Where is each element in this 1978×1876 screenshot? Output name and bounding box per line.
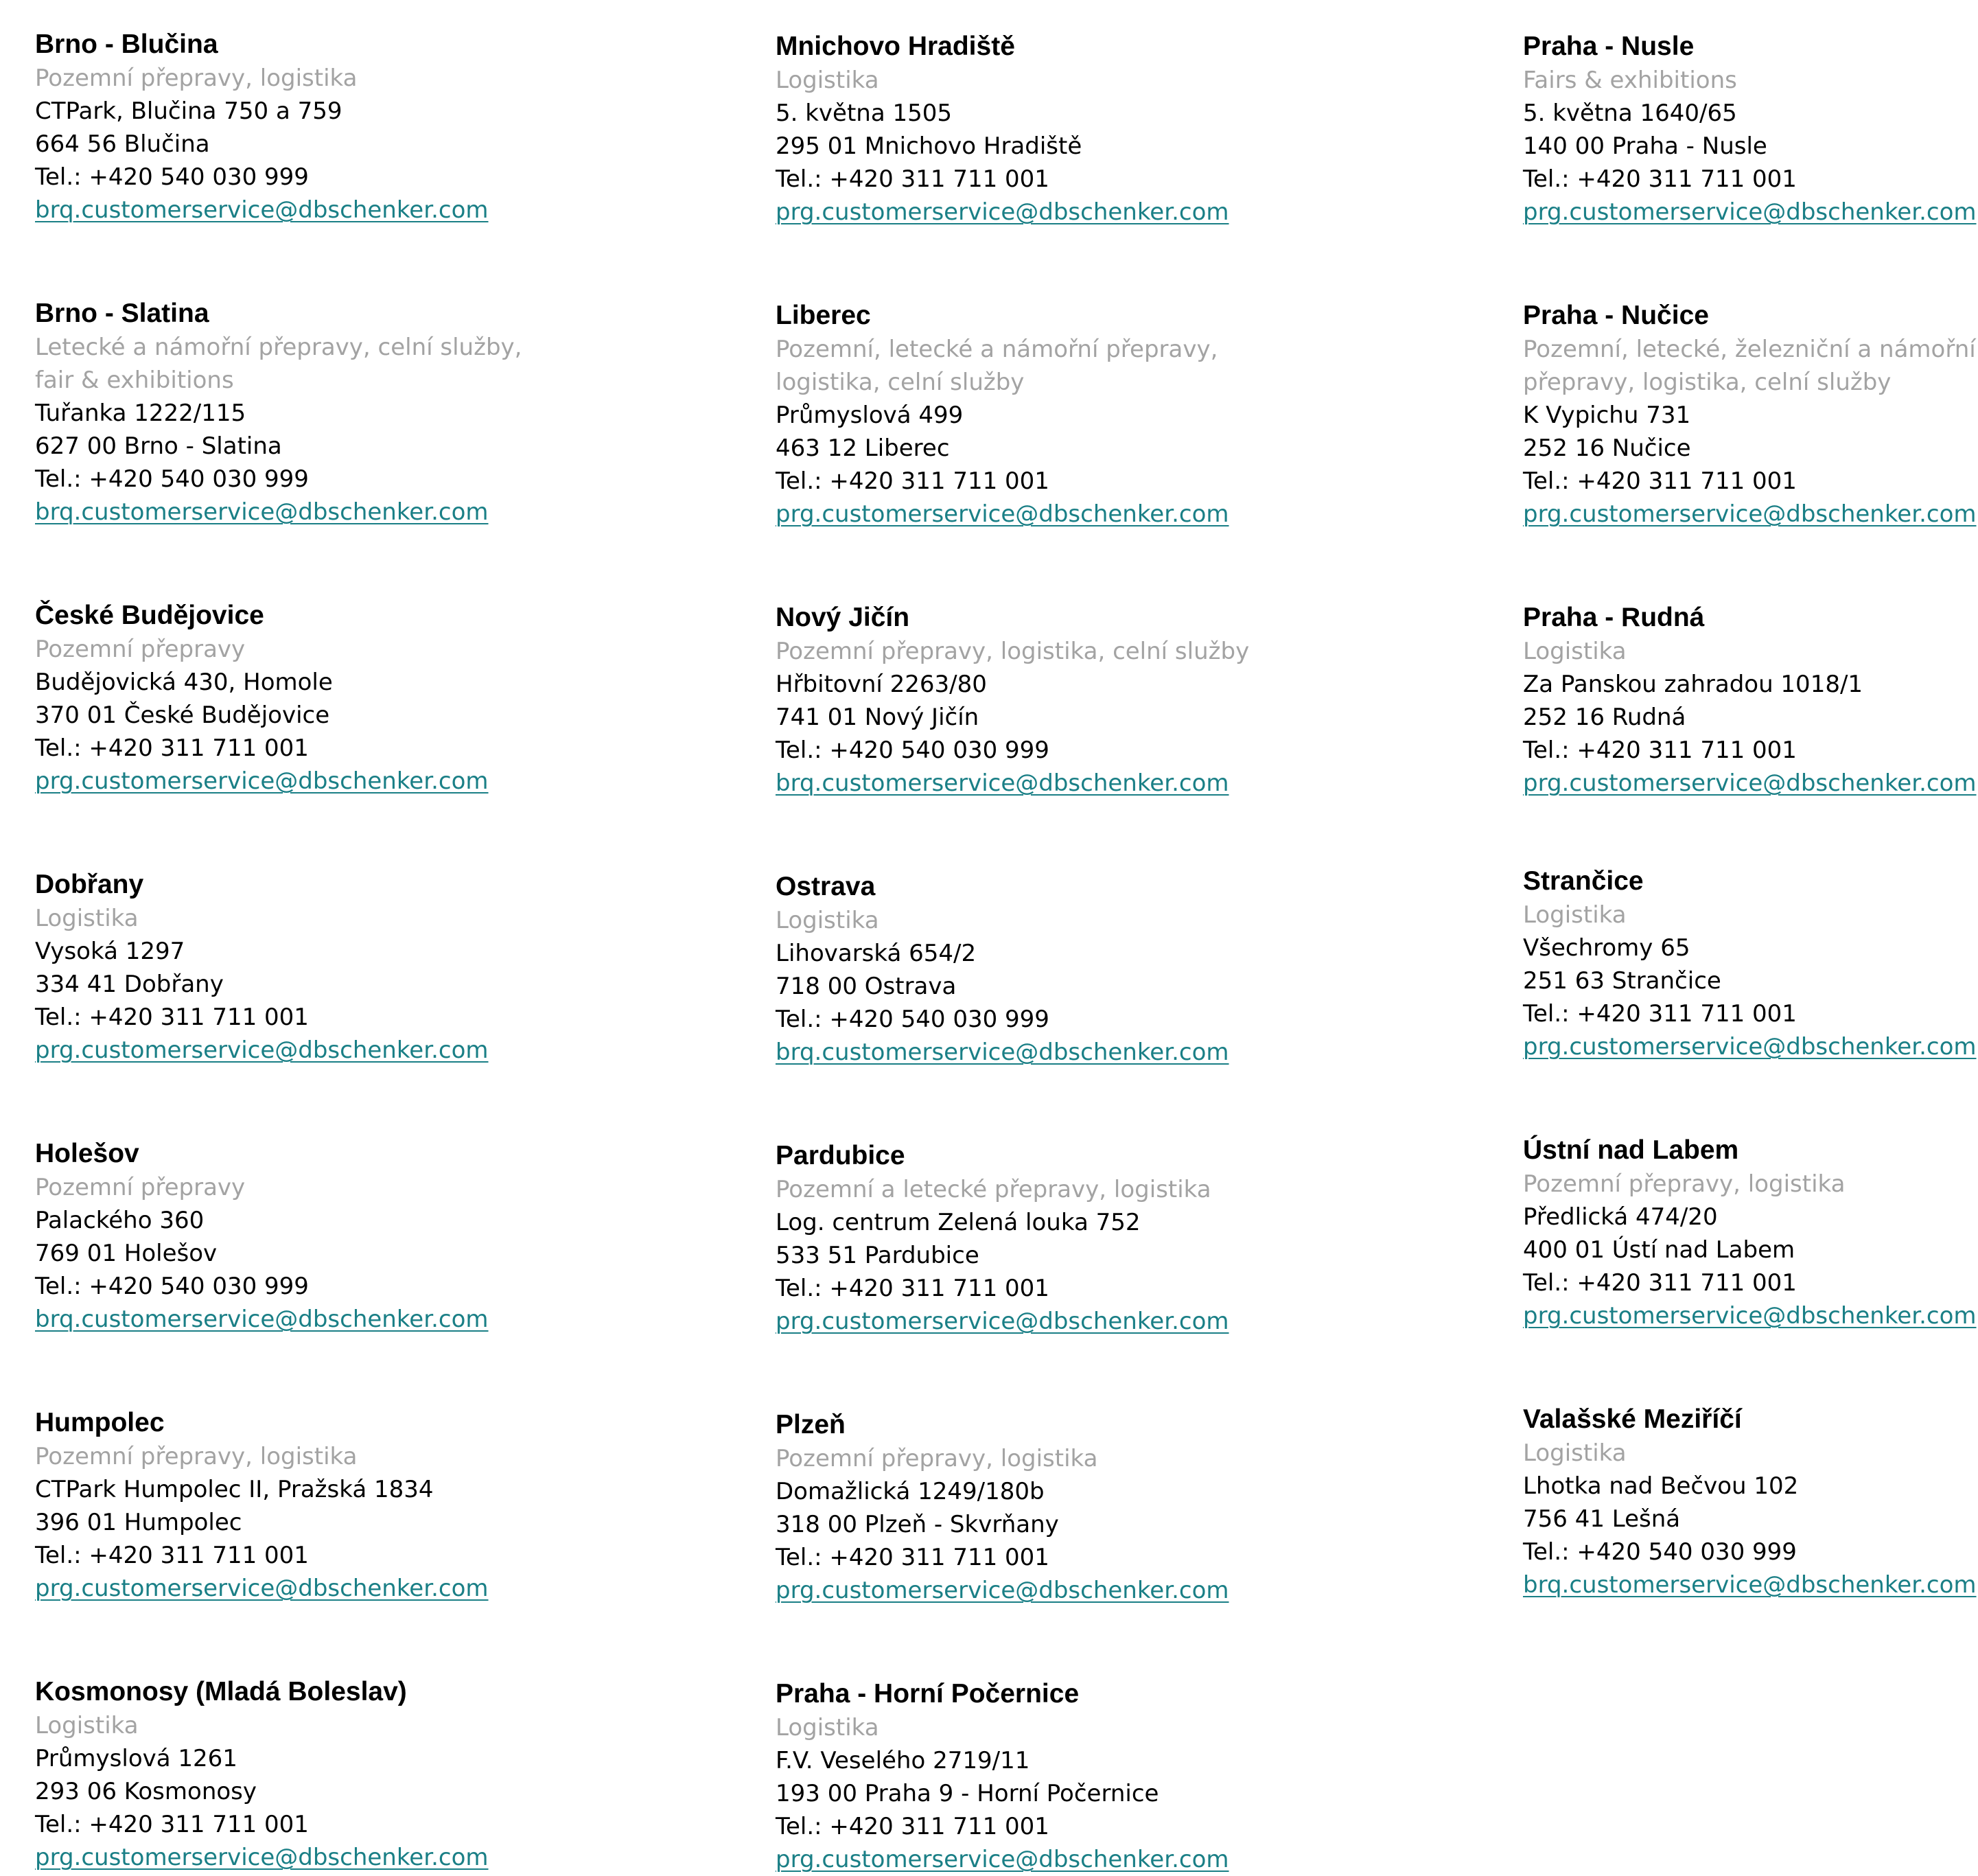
branch-email-link[interactable]: prg.customerservice@dbschenker.com (776, 1846, 1229, 1873)
branch-services-line: Logistika (776, 907, 879, 934)
branch-address-street: CTPark Humpolec II, Pražská 1834 (35, 1476, 434, 1503)
branch-services-line: Pozemní přepravy, logistika, celní služby (776, 638, 1250, 665)
branch-services (35, 633, 522, 666)
branch-card-ceske-budejovice (35, 599, 522, 798)
branch-services (776, 333, 1249, 399)
branch-services (1523, 64, 1977, 97)
branch-services-line: Pozemní a letecké přepravy, logistika (776, 1176, 1211, 1203)
branch-card-praha-nusle (1523, 30, 1977, 229)
branch-email-link[interactable]: prg.customerservice@dbschenker.com (1523, 500, 1977, 528)
branch-phone: Tel.: +420 311 711 001 (776, 1275, 1049, 1302)
branch-title: Dobřany (35, 870, 144, 899)
branch-card-mnichovo-hradiste (776, 30, 1249, 229)
branch-address-city: 769 01 Holešov (35, 1240, 218, 1267)
branch-email-link[interactable]: prg.customerservice@dbschenker.com (1523, 769, 1977, 797)
branch-title: Ústní nad Labem (1523, 1135, 1739, 1165)
branch-address-street: Log. centrum Zelená louka 752 (776, 1209, 1141, 1236)
branch-services (776, 635, 1249, 668)
branch-address-city: 718 00 Ostrava (776, 973, 957, 1000)
branch-address-street: Lhotka nad Bečvou 102 (1523, 1472, 1799, 1500)
branch-address-street: 5. května 1505 (776, 100, 953, 127)
branch-title: Ostrava (776, 872, 876, 901)
branch-phone: Tel.: +420 311 711 001 (776, 165, 1049, 193)
branch-address-city: 251 63 Strančice (1523, 967, 1721, 995)
branch-card-brno-blucina (35, 27, 522, 227)
branch-card-brno-slatina (35, 297, 522, 529)
branch-title: Strančice (1523, 866, 1644, 896)
branch-services-line: Logistika (35, 1712, 139, 1739)
branch-email-link[interactable]: brq.customerservice@dbschenker.com (1523, 1571, 1977, 1599)
branch-address-street: Palackého 360 (35, 1207, 205, 1234)
branch-services (1523, 899, 1977, 931)
branch-card-holesov (35, 1137, 522, 1336)
branch-address-city: 334 41 Dobřany (35, 971, 224, 998)
branch-address-street: Lihovarská 654/2 (776, 940, 977, 967)
branch-phone: Tel.: +420 311 711 001 (35, 1542, 309, 1569)
branch-title: Brno - Blučina (35, 30, 218, 59)
branch-services-line: Pozemní přepravy, logistika (776, 1445, 1098, 1472)
branch-phone: Tel.: +420 311 711 001 (1523, 1269, 1797, 1297)
branch-email-link[interactable]: prg.customerservice@dbschenker.com (1523, 1033, 1977, 1061)
branch-phone: Tel.: +420 540 030 999 (776, 1006, 1049, 1033)
branch-email-link[interactable]: brq.customerservice@dbschenker.com (35, 498, 489, 526)
branch-phone: Tel.: +420 311 711 001 (35, 1004, 309, 1031)
branch-services (776, 64, 1249, 97)
branch-email-link[interactable]: prg.customerservice@dbschenker.com (1523, 1302, 1977, 1330)
branch-services-line: Pozemní, letecké a námořní přepravy, (776, 336, 1218, 363)
branch-address-street: Průmyslová 499 (776, 402, 964, 429)
branch-email-link[interactable]: prg.customerservice@dbschenker.com (776, 198, 1229, 226)
branch-phone: Tel.: +420 311 711 001 (35, 1811, 309, 1838)
branch-address-street: Domažlická 1249/180b (776, 1478, 1045, 1505)
branch-phone: Tel.: +420 540 030 999 (35, 1273, 309, 1300)
branch-address-city: 627 00 Brno - Slatina (35, 432, 282, 460)
branch-address-city: 664 56 Blučina (35, 130, 210, 158)
branch-card-strancice (1523, 864, 1977, 1063)
branch-services-line: Fairs & exhibitions (1523, 67, 1737, 94)
branch-address-city: 293 06 Kosmonosy (35, 1778, 257, 1805)
branch-address-city: 295 01 Mnichovo Hradiště (776, 132, 1082, 160)
branch-services (1523, 1168, 1977, 1201)
branch-title: Mnichovo Hradiště (776, 32, 1015, 61)
branch-address-street: Všechromy 65 (1523, 934, 1690, 962)
branch-email-link[interactable]: prg.customerservice@dbschenker.com (35, 1844, 489, 1871)
branch-phone: Tel.: +420 311 711 001 (776, 1813, 1049, 1840)
branch-services-line: Pozemní přepravy, logistika (1523, 1170, 1846, 1198)
branch-column-2 (776, 30, 1249, 1876)
branch-services (776, 1173, 1249, 1206)
branch-services (1523, 1437, 1977, 1470)
branch-phone: Tel.: +420 311 711 001 (1523, 467, 1797, 495)
branch-address-street: Předlická 474/20 (1523, 1203, 1718, 1231)
branch-services (35, 62, 522, 95)
branch-title: Plzeň (776, 1410, 846, 1439)
branch-services (776, 1711, 1249, 1744)
branch-address-city: 318 00 Plzeň - Skvrňany (776, 1511, 1059, 1538)
branch-address-city: 370 01 České Budějovice (35, 702, 330, 729)
branch-address-city: 396 01 Humpolec (35, 1509, 242, 1536)
branch-card-plzen (776, 1408, 1249, 1607)
branch-address-city: 193 00 Praha 9 - Horní Počernice (776, 1780, 1159, 1807)
branch-card-praha-nucice (1523, 299, 1977, 531)
branch-address-city: 756 41 Lešná (1523, 1505, 1681, 1533)
branch-email-link[interactable]: brq.customerservice@dbschenker.com (35, 196, 489, 224)
branch-address-street: Průmyslová 1261 (35, 1745, 237, 1772)
branch-card-pardubice (776, 1139, 1249, 1338)
branch-email-link[interactable]: prg.customerservice@dbschenker.com (35, 1037, 489, 1064)
branch-title: Praha - Nusle (1523, 32, 1695, 61)
branch-services-line: Logistika (776, 1714, 879, 1741)
branch-card-dobrany (35, 868, 522, 1067)
branch-services-line: Logistika (1523, 1439, 1627, 1467)
branch-card-praha-rudna (1523, 601, 1977, 800)
branch-card-kosmonosy (35, 1675, 522, 1874)
branch-column-3 (1523, 30, 1977, 1601)
branch-phone: Tel.: +420 311 711 001 (1523, 165, 1797, 193)
branch-address-street: F.V. Veselého 2719/11 (776, 1747, 1030, 1774)
branch-address-street: Vysoká 1297 (35, 938, 185, 965)
branch-card-usti-nad-labem (1523, 1133, 1977, 1332)
branch-email-link[interactable]: prg.customerservice@dbschenker.com (776, 1577, 1229, 1604)
branch-address-street: Za Panskou zahradou 1018/1 (1523, 671, 1863, 698)
branch-phone: Tel.: +420 311 711 001 (35, 734, 309, 762)
branch-phone: Tel.: +420 540 030 999 (35, 465, 309, 493)
branch-card-novy-jicin (776, 601, 1249, 800)
branch-services-line: Pozemní přepravy, logistika (35, 1443, 358, 1470)
branch-phone: Tel.: +420 311 711 001 (1523, 1000, 1797, 1028)
branch-services-line: Logistika (1523, 901, 1627, 929)
branch-services-line: logistika, celní služby (776, 369, 1025, 396)
branch-services-line: Pozemní přepravy, logistika (35, 65, 358, 92)
branch-address-city: 533 51 Pardubice (776, 1242, 979, 1269)
branch-email-link[interactable]: brq.customerservice@dbschenker.com (776, 769, 1229, 797)
branch-email-link[interactable]: prg.customerservice@dbschenker.com (35, 1575, 489, 1602)
branch-address-city: 140 00 Praha - Nusle (1523, 132, 1767, 160)
branch-email-link[interactable]: brq.customerservice@dbschenker.com (35, 1306, 489, 1333)
branch-services-line: Logistika (35, 905, 139, 932)
branch-card-liberec (776, 299, 1249, 531)
branch-address-city: 463 12 Liberec (776, 435, 950, 462)
branch-email-link[interactable]: prg.customerservice@dbschenker.com (776, 500, 1229, 528)
branch-phone: Tel.: +420 540 030 999 (1523, 1538, 1797, 1566)
branch-title: Nový Jičín (776, 603, 910, 632)
branch-card-valasske-mezirici (1523, 1402, 1977, 1601)
branch-card-ostrava (776, 870, 1249, 1069)
branch-services (35, 1440, 522, 1473)
branch-phone: Tel.: +420 311 711 001 (1523, 737, 1797, 764)
branch-title: Praha - Horní Počernice (776, 1679, 1080, 1709)
branch-services-line: Pozemní, letecké, železniční a námořní (1523, 336, 1976, 363)
branch-services (776, 904, 1249, 937)
branch-email-link[interactable]: brq.customerservice@dbschenker.com (776, 1039, 1229, 1066)
branch-email-link[interactable]: prg.customerservice@dbschenker.com (35, 767, 489, 795)
branch-title: Valašské Meziříčí (1523, 1404, 1742, 1434)
branch-title: Praha - Nučice (1523, 301, 1709, 330)
branch-phone: Tel.: +420 540 030 999 (776, 737, 1049, 764)
branch-services-line: Pozemní přepravy (35, 1174, 246, 1201)
branch-address-street: Hřbitovní 2263/80 (776, 671, 987, 698)
branch-title: Pardubice (776, 1141, 905, 1170)
branch-services-line: Logistika (776, 67, 879, 94)
branch-services-line: fair & exhibitions (35, 367, 234, 394)
branch-title: Kosmonosy (Mladá Boleslav) (35, 1677, 407, 1706)
branch-services-line: přepravy, logistika, celní služby (1523, 369, 1892, 396)
branch-phone: Tel.: +420 540 030 999 (35, 163, 309, 191)
branch-column-1 (35, 27, 522, 1874)
branch-address-city: 741 01 Nový Jičín (776, 704, 979, 731)
branch-phone: Tel.: +420 311 711 001 (776, 467, 1049, 495)
branch-card-praha-horni-pocernice (776, 1677, 1249, 1876)
branch-services-line: Logistika (1523, 638, 1627, 665)
branch-services-line: Pozemní přepravy (35, 636, 246, 663)
branch-title: Brno - Slatina (35, 299, 209, 328)
branch-address-city: 400 01 Ústí nad Labem (1523, 1236, 1795, 1264)
branch-email-link[interactable]: prg.customerservice@dbschenker.com (1523, 198, 1977, 226)
branch-address-street: 5. května 1640/65 (1523, 100, 1737, 127)
branch-address-street: CTPark, Blučina 750 a 759 (35, 97, 342, 125)
branch-phone: Tel.: +420 311 711 001 (776, 1544, 1049, 1571)
branch-title: Praha - Rudná (1523, 603, 1705, 632)
branch-title: Holešov (35, 1139, 139, 1168)
branch-address-city: 252 16 Rudná (1523, 704, 1686, 731)
branch-address-city: 252 16 Nučice (1523, 435, 1691, 462)
branch-services (35, 902, 522, 935)
branch-address-street: Tuřanka 1222/115 (35, 399, 246, 427)
branch-email-link[interactable]: prg.customerservice@dbschenker.com (776, 1308, 1229, 1335)
branch-title: České Budějovice (35, 601, 264, 630)
branch-services (776, 1442, 1249, 1475)
branch-address-street: Budějovická 430, Homole (35, 669, 333, 696)
branch-title: Humpolec (35, 1408, 165, 1437)
branch-services (35, 1709, 522, 1742)
branch-services (35, 331, 522, 397)
branch-services-line: Letecké a námořní přepravy, celní služby, (35, 334, 522, 361)
branch-card-humpolec (35, 1406, 522, 1605)
branch-title: Liberec (776, 301, 871, 330)
branch-address-street: K Vypichu 731 (1523, 402, 1691, 429)
branch-services (1523, 635, 1977, 668)
branch-services (1523, 333, 1977, 399)
branch-services (35, 1171, 522, 1204)
